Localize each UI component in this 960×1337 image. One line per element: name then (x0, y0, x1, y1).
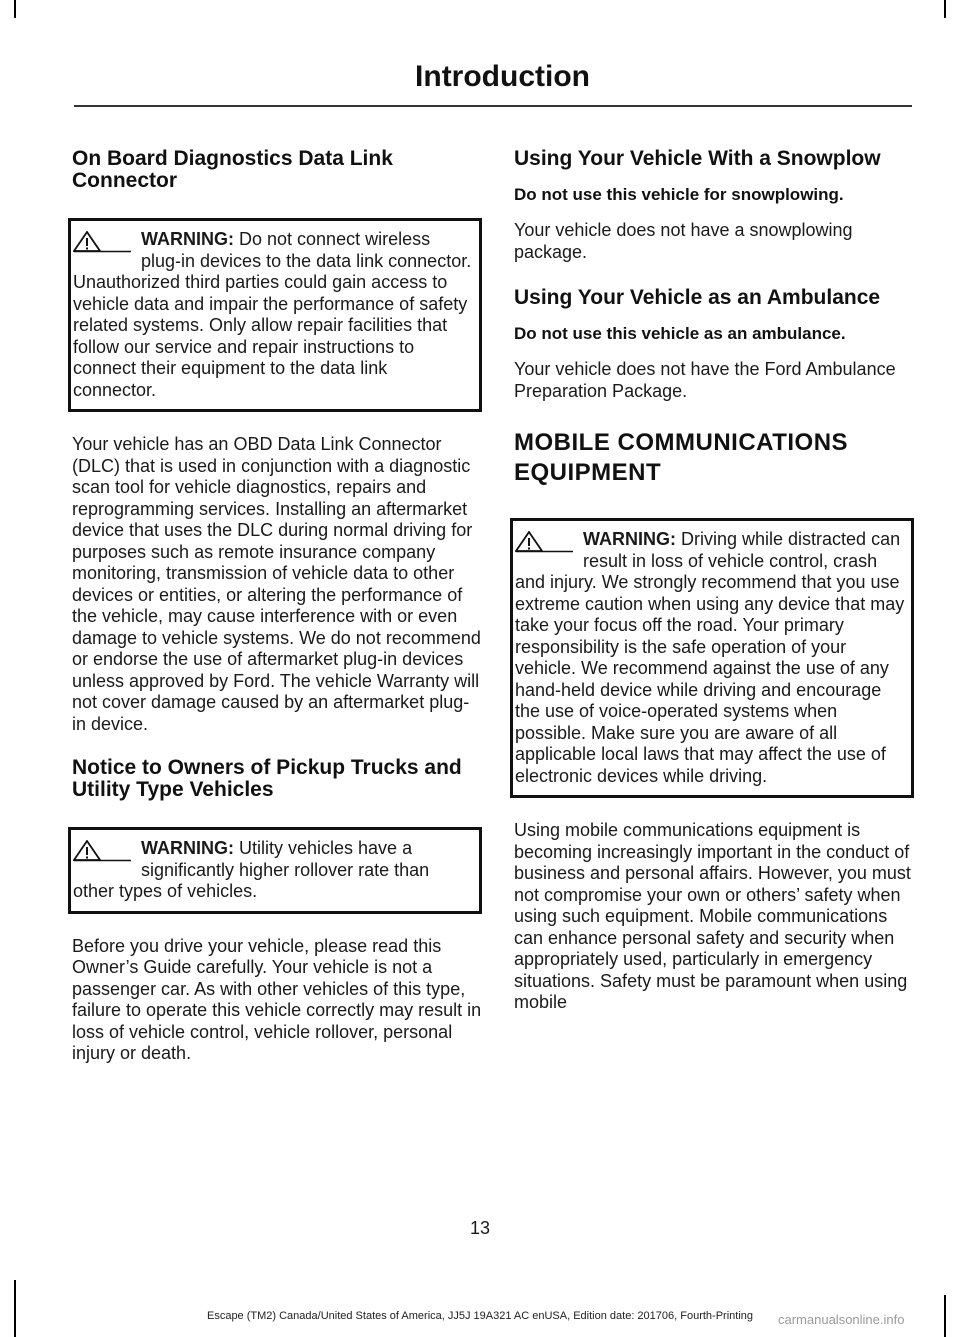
ambulance-emphasis: Do not use this vehicle as an ambulance. (514, 324, 846, 343)
warning-label: WARNING: (141, 229, 234, 249)
pickup-warning-box (68, 827, 482, 914)
obd-body: Your vehicle has an OBD Data Link Connector (DLC) that is used in conjunction with a diagnostic scan tool for vehicle diagnostics, repairs and reprogramming services. Installing an aftermarket device that uses the DLC during normal driving for purposes such as remote insurance company monitoring, transmission of vehicle data to other devices or entities, or altering the performance of the vehicle, may cause interference with or even damage to vehicle systems. We do not recommend or endorse the use of aftermarket plug-in devices unless approved by Ford. The vehicle Warranty will not cover damage caused by an aftermarket plug-in device. (72, 434, 481, 734)
mobile-warning-box (510, 518, 914, 798)
mobile-body: Using mobile communications equipment is becoming increasingly important in the conduct of business and personal affairs. However, you must not compromise your own or others’ safety when using such equipment. Mobile communications can enhance personal safety and security when appropriately used, particularly in emergency situations. Safety must be paramount when using mobile (514, 820, 911, 1012)
warning-triangle-icon (73, 231, 133, 253)
crop-mark-top-left (14, 0, 16, 18)
warning-text: Driving while distracted can result in loss of vehicle control, crash and injury. We strongly recommend that you use extreme caution when using any device that may take your focus off the road. Your primary responsibility is the safe operation of your vehicle. We recommend against the use of any hand-held device while driving and encourage the use of voice-operated systems when possible. Make sure you are aware of all applicable local laws that may affect the use of electronic devices while driving. (515, 529, 905, 786)
warning-text: Do not connect wireless plug-in devices to the data link connector. Unauthorized third parties could gain access to vehicle data and impair the performance of safety related systems. Only allow repair facilities that follow our service and repair instructions to connect their equipment to the data link connector. (73, 229, 472, 400)
obd-heading: On Board Diagnostics Data Link Connector (72, 147, 393, 192)
pickup-heading: Notice to Owners of Pickup Trucks and Utility Type Vehicles (72, 756, 462, 801)
warning-text: Utility vehicles have a significantly higher rollover rate than other types of vehicles. (73, 838, 430, 901)
warning-label: WARNING: (583, 529, 676, 549)
obd-warning-box (68, 218, 482, 412)
snowplow-emphasis: Do not use this vehicle for snowplowing. (514, 185, 844, 204)
snowplow-body: Your vehicle does not have a snowplowing package. (514, 220, 853, 262)
section-title (514, 428, 914, 488)
section-title-line-1: MOBILE COMMUNICATIONS (514, 429, 849, 456)
warning-triangle-icon (73, 840, 133, 862)
pickup-body: Before you drive your vehicle, please read this Owner’s Guide carefully. Your vehicle is not a passenger car. As with other vehicles of this type, failure to operate this vehicle correctly may result in loss of vehicle control, vehicle rollover, personal injury or death. (72, 935, 482, 1063)
right-column (514, 148, 914, 1032)
left-column (72, 148, 482, 1083)
warning-triangle-icon (515, 531, 575, 553)
warning-label: WARNING: (141, 838, 234, 858)
snowplow-heading: Using Your Vehicle With a Snowplow (514, 147, 881, 170)
ambulance-heading: Using Your Vehicle as an Ambulance (514, 286, 881, 309)
page-number: 13 (469, 1218, 491, 1238)
crop-mark-top-right (944, 0, 946, 18)
header-divider (74, 105, 912, 107)
footer-edition-info: Escape (TM2) Canada/United States of America, JJ5J 19A321 AC enUSA, Edition date: 201706, Fourth-Printing (206, 1310, 754, 1322)
watermark: carmanualsonline.info (778, 1312, 905, 1327)
section-title-line-2: EQUIPMENT (514, 459, 662, 486)
ambulance-body: Your vehicle does not have the Ford Ambulance Preparation Package. (514, 359, 896, 401)
crop-mark-bottom-left (14, 1280, 16, 1337)
page-title: Introduction (415, 60, 590, 93)
